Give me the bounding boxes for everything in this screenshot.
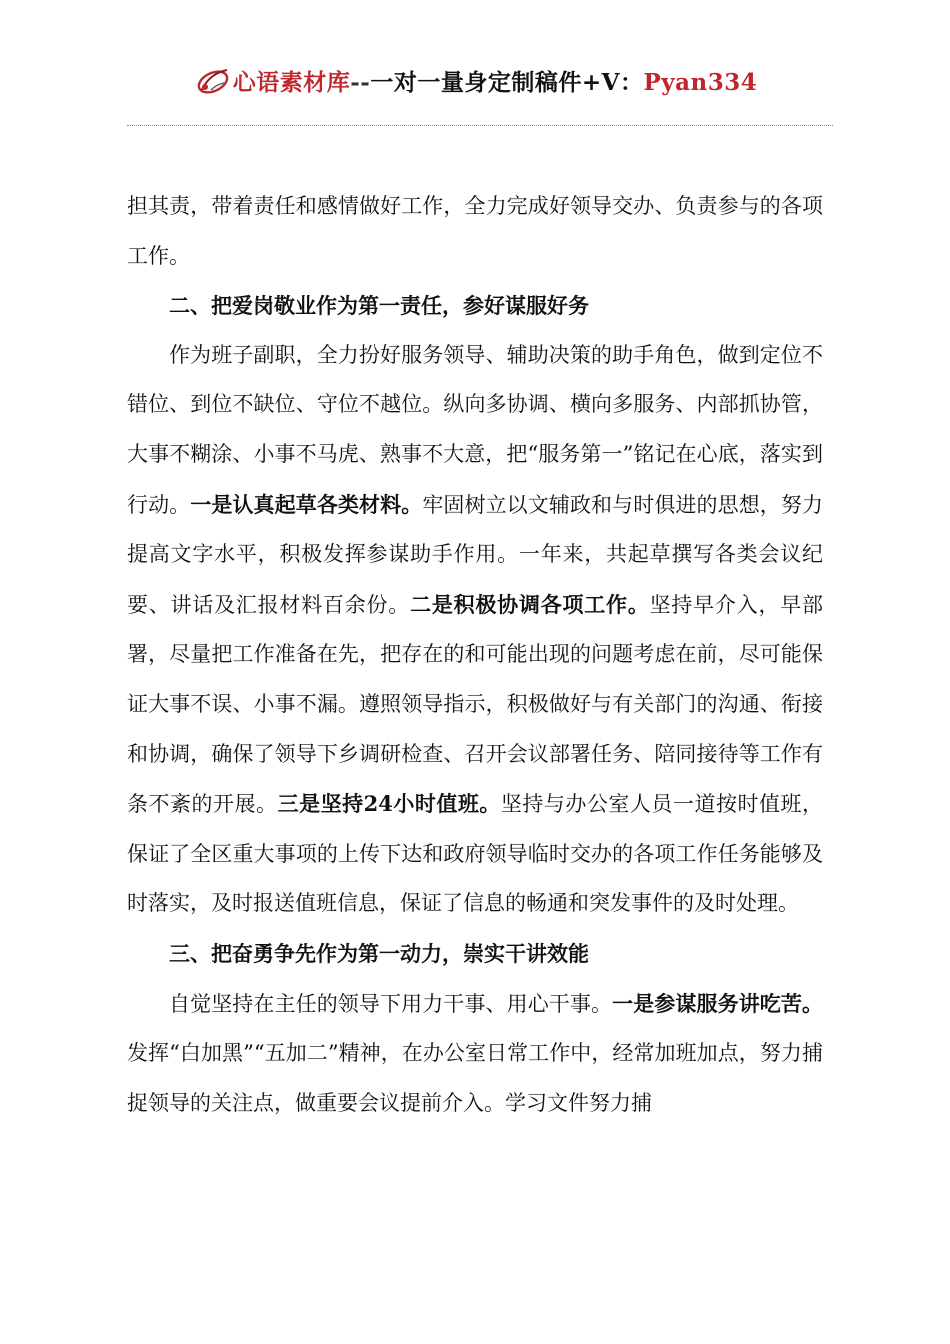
paragraph-3-bold-1: 一是参谋服务讲吃苦。 [612, 990, 824, 1016]
paragraph-2-bold-3: 三是坚持24小时值班。 [277, 791, 501, 817]
paragraph-2-text-c: 牢固树立以文辅政和与时俱进的思想，努力提高文字水平，积极发挥参谋助手作用。一年来，共起草撰写各类会议纪要、讲话及汇报材料百余份。 [127, 492, 823, 617]
section-heading-3: 三、把奋勇争先作为第一动力，崇实干讲效能 [169, 940, 589, 966]
red-swirl-logo-icon [193, 60, 233, 100]
header-slogan: 一对一量身定制稿件+V： [370, 68, 644, 96]
paragraph-2-bold-1: 一是认真起草各类材料。 [190, 491, 423, 517]
brand-name: 心语素材库 [232, 68, 351, 96]
paragraph-2 [127, 331, 823, 929]
paragraph-2-text-a: 作为班子副职，全力扮好服务领导、辅助决策的助手角色，做到定位不错位、到位不缺位、守位不越位。纵向多协调、横向多服务、内部抓协管，大事不糊涂、小事不马虎、熟事不大意，把“服务第一”铭记在心底，落实到行动。 [127, 342, 823, 517]
header-divider [127, 125, 833, 126]
paragraph-2-bold-2: 二是积极协调各项工作。 [410, 591, 650, 617]
paragraph-3 [127, 979, 823, 1129]
header-banner [233, 64, 758, 97]
paragraph-1: 担其责，带着责任和感情做好工作，全力完成好领导交办、负责参与的各项工作。 [127, 194, 823, 268]
document-body [127, 182, 823, 1128]
paragraph-2-text-e: 坚持与办公室人员一道按时值班，保证了全区重大事项的上传下达和政府领导临时交办的各项工作任务能够及时落实，及时报送值班信息，保证了信息的畅通和突发事件的及时处理。 [127, 792, 823, 916]
paragraph-2-text-d: 坚持早介入，早部署，尽量把工作准备在先，把存在的和可能出现的问题考虑在前，尽可能保证大事不误、小事不漏。遵照领导指示，积极做好与有关部门的沟通、衔接和协调，确保了领导下乡调研检查、召开会议部署任务、陪同接待等工作有条不紊的开展。 [127, 592, 824, 817]
contact-id: Pyan334 [643, 68, 758, 96]
page-header [0, 58, 950, 102]
paragraph-3-text-a: 自觉坚持在主任的领导下用力干事、用心干事。 [169, 991, 613, 1016]
paragraph-3-text-c: 发挥“白加黑”“五加二”精神，在办公室日常工作中，经常加班加点，努力捕捉领导的关注点，做重要会议提前介入。学习文件努力捕 [127, 1041, 823, 1115]
section-heading-2: 二、把爱岗敬业作为第一责任，参好谋服好务 [169, 293, 589, 319]
header-separator: -- [350, 68, 371, 96]
